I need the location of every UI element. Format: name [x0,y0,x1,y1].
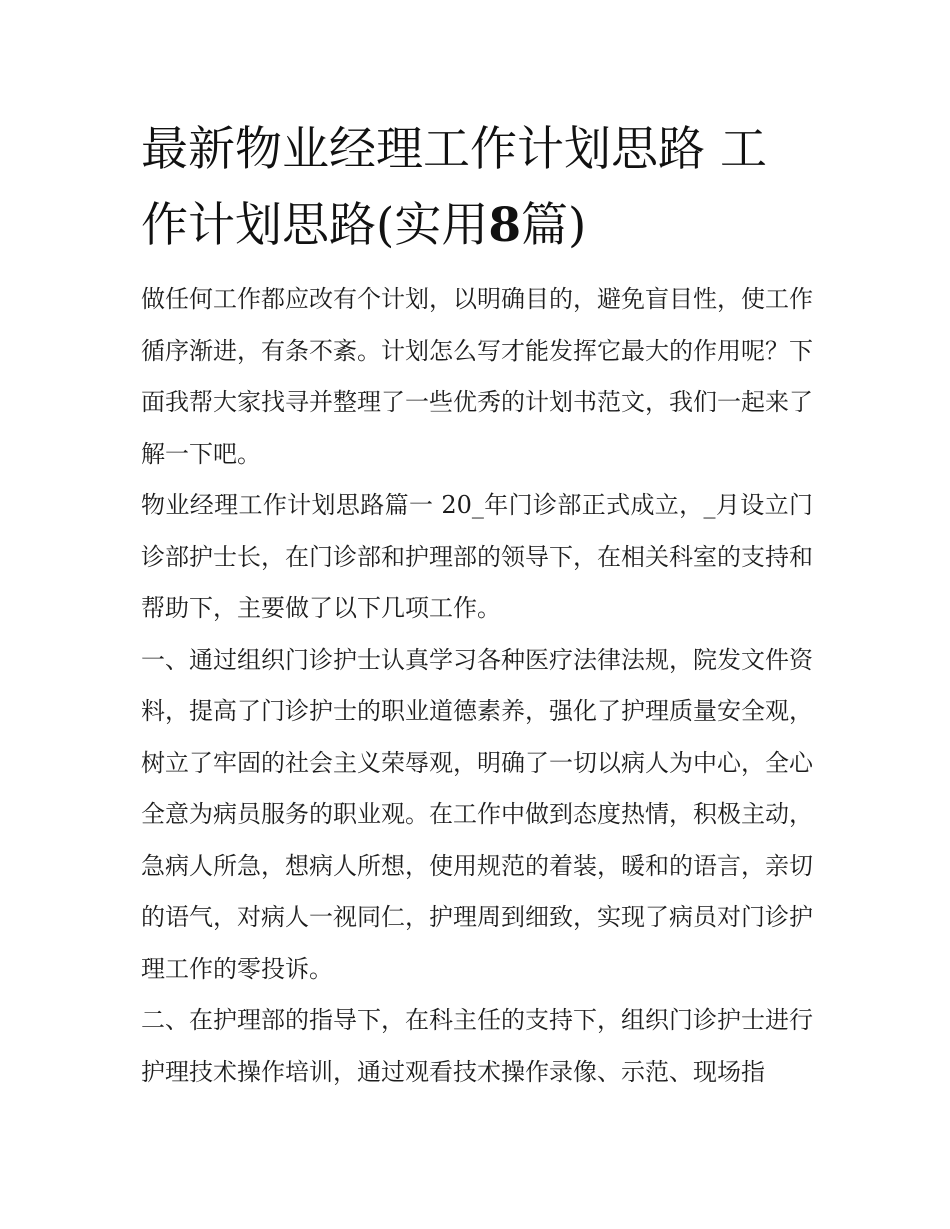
document-body [141,112,813,1098]
title-suffix: 篇) [521,198,587,253]
section-one-intro-paragraph: 物业经理工作计划思路篇一 20_年门诊部正式成立，_月设立门诊部护士长，在门诊部和护理部的领导下，在相关科室的支持和帮助下，主要做了以下几项工作。 [141,491,813,622]
title-number: 8 [488,198,522,253]
title-text: 最新物业经理工作计划思路 工作计划思路(实用 [141,122,767,253]
intro-paragraph: 做任何工作都应改有个计划，以明确目的，避免盲目性，使工作循序渐进，有条不紊。计划怎么写才能发挥它最大的作用呢？下面我帮大家找寻并整理了一些优秀的计划书范文，我们一起来了解一下吧。 [141,285,813,468]
item-one-paragraph: 一、通过组织门诊护士认真学习各种医疗法律法规，院发文件资料，提高了门诊护士的职业道德素养，强化了护理质量安全观，树立了牢固的社会主义荣辱观，明确了一切以病人为中心，全心全意为病员服务的职业观。在工作中做到态度热情，积极主动，急病人所急，想病人所想，使用规范的着装，暖和的语言，亲切的语气，对病人一视同仁，护理周到细致，实现了病员对门诊护理工作的零投诉。 [141,645,813,983]
item-two-paragraph: 二、在护理部的指导下，在科主任的支持下，组织门诊护士进行护理技术操作培训，通过观看技术操作录像、示范、现场指 [141,1006,813,1086]
document-title [141,112,813,264]
